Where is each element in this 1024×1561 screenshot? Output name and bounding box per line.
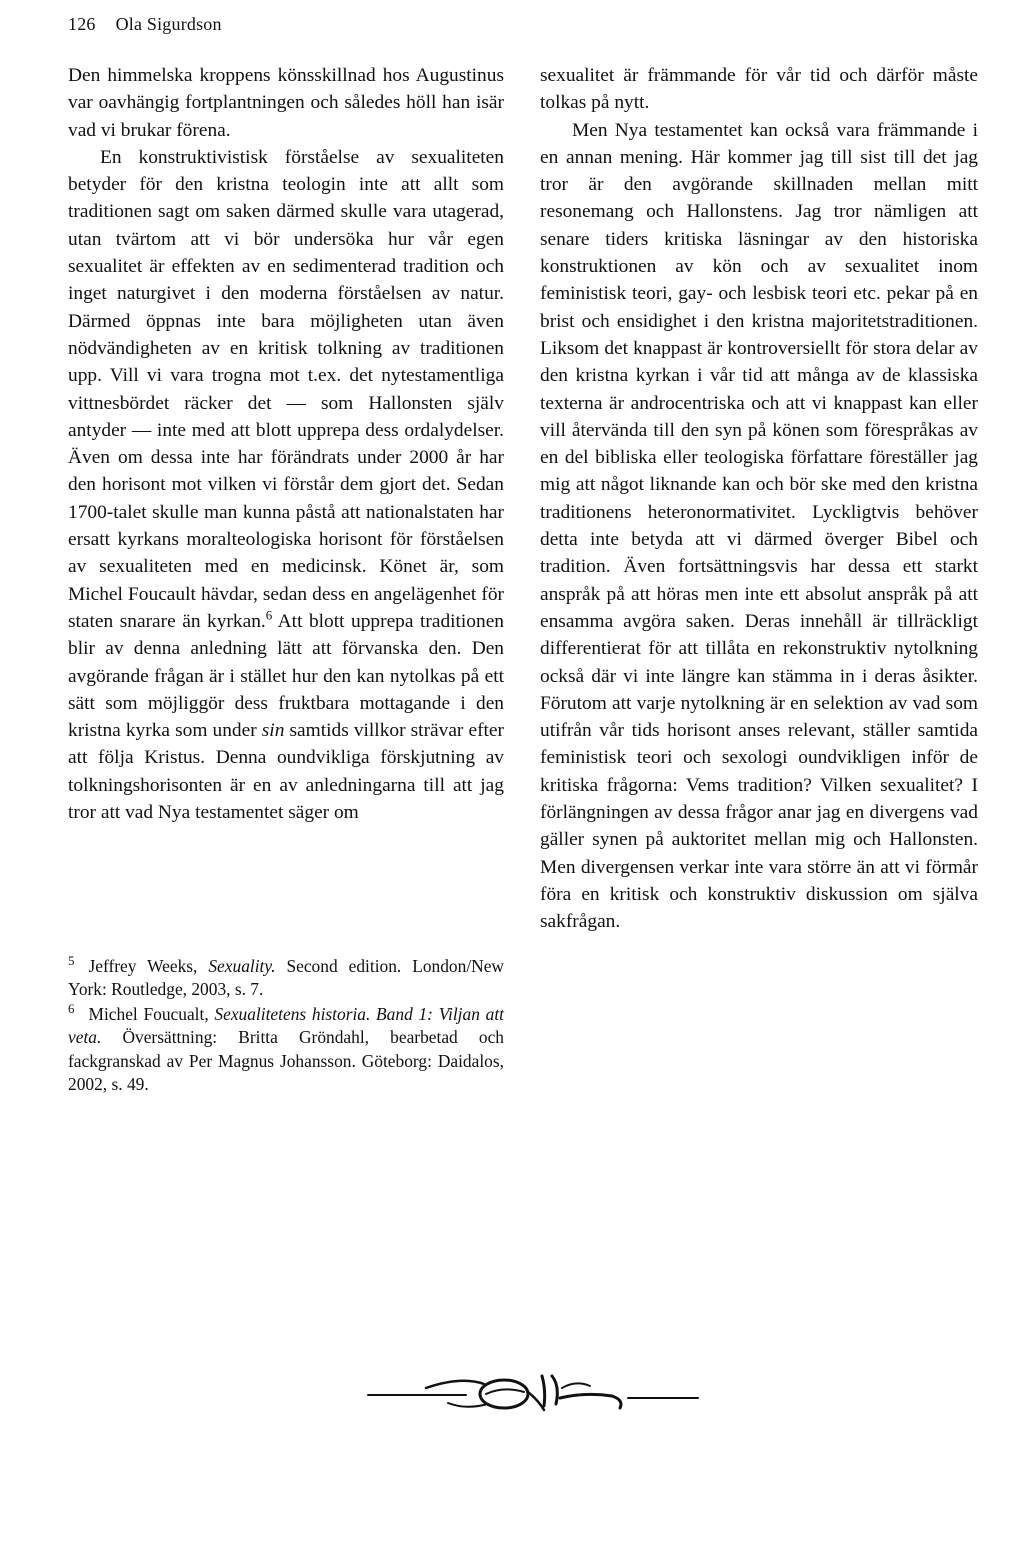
decorative-flourish-icon (366, 1370, 700, 1420)
left-paragraph-2 (68, 144, 504, 826)
running-head-author: Ola Sigurdson (115, 14, 222, 34)
footnote-6-details: Översättning: Britta Gröndahl, bearbetad och fackgranskad av Per Magnus Johansson. Göteborg: Daidalos, 2002, s. 49. (68, 1027, 504, 1095)
running-head (68, 14, 222, 35)
page-number: 126 (68, 14, 96, 34)
footnote-5-details: Second edition. London/New York: Routledge, 2003, s. 7. (68, 956, 504, 1000)
footnote-6-author: Michel Foucualt, (88, 1003, 215, 1024)
footnote-reference-6[interactable]: 6 (265, 607, 273, 623)
footnotes (68, 955, 504, 1097)
footnote-5 (68, 955, 504, 1002)
left-paragraph-2-part-c: samtids villkor strävar efter att följa Kristus. Denna oundvikliga förskjutning av tolkningshorisonten är en av anledningarna till att jag tror att vad Nya testamentet säger om (68, 720, 504, 824)
footnote-5-title: Sexuality. (208, 956, 276, 976)
right-paragraph-1: sexualitet är främmande för vår tid och därför måste tolkas på nytt. (540, 65, 978, 114)
footnote-6-title: Sexualitetens historia. Band 1: Viljan att veta. (68, 1003, 504, 1048)
left-paragraph-1: Den himmelska kroppens könsskillnad hos Augustinus var oavhängig fortplantningen och således höll han isär vad vi brukar förena. (68, 65, 504, 141)
right-paragraph-2: Men Nya testamentet kan också vara främmande i en annan mening. Här kommer jag till sist till det jag tror är den avgörande skillnaden mellan mitt resonemang och Hallonstens. Jag tror nämligen att senare tiders kritiska läsningar av den historiska konstruktionen av kön och av sexualitet inom feministisk teori, gay- och lesbisk teori etc. pekar på en brist och ensidighet i den kristna majoritetstraditionen. Liksom det knappast är kontroversiellt för stora delar av den kristna kyrkan i vår tid att många av de klassiska texterna är androcentriska och att vi knappast kan eller vill återvända till den syn på könen som förespråkas av en del bibliska eller teologiska författare föreställer jag mig att något liknande kan och bör ske med den kristna traditionens heteronormativitet. Lyckligtvis behöver detta inte betyda att vi därmed överger Bibel och tradition. Även fortsättningsvis har dessa ett starkt anspråk på att höras men inte ett absolut anspråk på att ensamma avgöra saken. Deras innehåll är tillräckligt differentierat för att tillåta en rekonstruktiv nytolkning också där vi inte längre kan stämma in i deras åsikter. Förutom att varje nytolkning är en selektion av vad som utifrån vår tids horisont anses relevant, ställer samtida feministisk teori och sexologi oundvikligen inför de kritiska frågorna: Vems tradition? Vilken sexualitet? I förlängningen av dessa frågor anar jag en divergens vad gäller synen på auktoritet mellan mig och Hallonsten. Men divergensen verkar inte vara större än att vi förmår föra en kritisk och konstruktiv diskussion om själva sakfrågan. (540, 119, 978, 933)
left-column (68, 62, 504, 826)
right-column (540, 62, 978, 936)
footnote-6 (68, 1003, 504, 1097)
left-paragraph-2-part-a: En konstruktivistisk förståelse av sexualiteten betyder för den kristna teologin inte att allt som traditionen sagt om saken därmed skulle vara utagerad, utan tvärtom att vi bör undersöka hur vår egen sexualitet är effekten av en sedimenterad tradition och inget naturgivet i den moderna förståelsen av natur. Därmed öppnas inte bara möjligheten utan även nödvändigheten av en kritisk tolkning av traditionen upp. Vill vi vara trogna mot t.ex. det nytestamentliga vittnesbördet räcker det — som Hallonsten själv antyder — inte med att blott upprepa dess ordalydelser. Även om dessa inte har förändrats under 2000 år har den horisont mot vilken vi förstår dem gjort det. Sedan 1700-talet skulle man kunna påstå att nationalstaten har ersatt kyrkans moralteologiska horisont för förståelsen av sexualiteten med en medicinsk. Könet är, som Michel Foucault hävdar, sedan dess en angelägenhet för staten snarare än kyrkan. (68, 146, 504, 632)
footnote-6-mark: 6 (68, 1001, 75, 1017)
left-paragraph-2-part-b: Att blott upprepa traditionen blir av denna anledning lätt att förvanska den. Den avgörande frågan är i stället hur den kan nytolkas på ett sätt som möjliggör dess fruktbara mottagande i den kristna kyrka som under (68, 610, 504, 742)
emphasis-sin: sin (261, 720, 285, 742)
footnote-5-mark: 5 (68, 953, 75, 969)
footnote-5-author: Jeffrey Weeks, (88, 956, 209, 976)
